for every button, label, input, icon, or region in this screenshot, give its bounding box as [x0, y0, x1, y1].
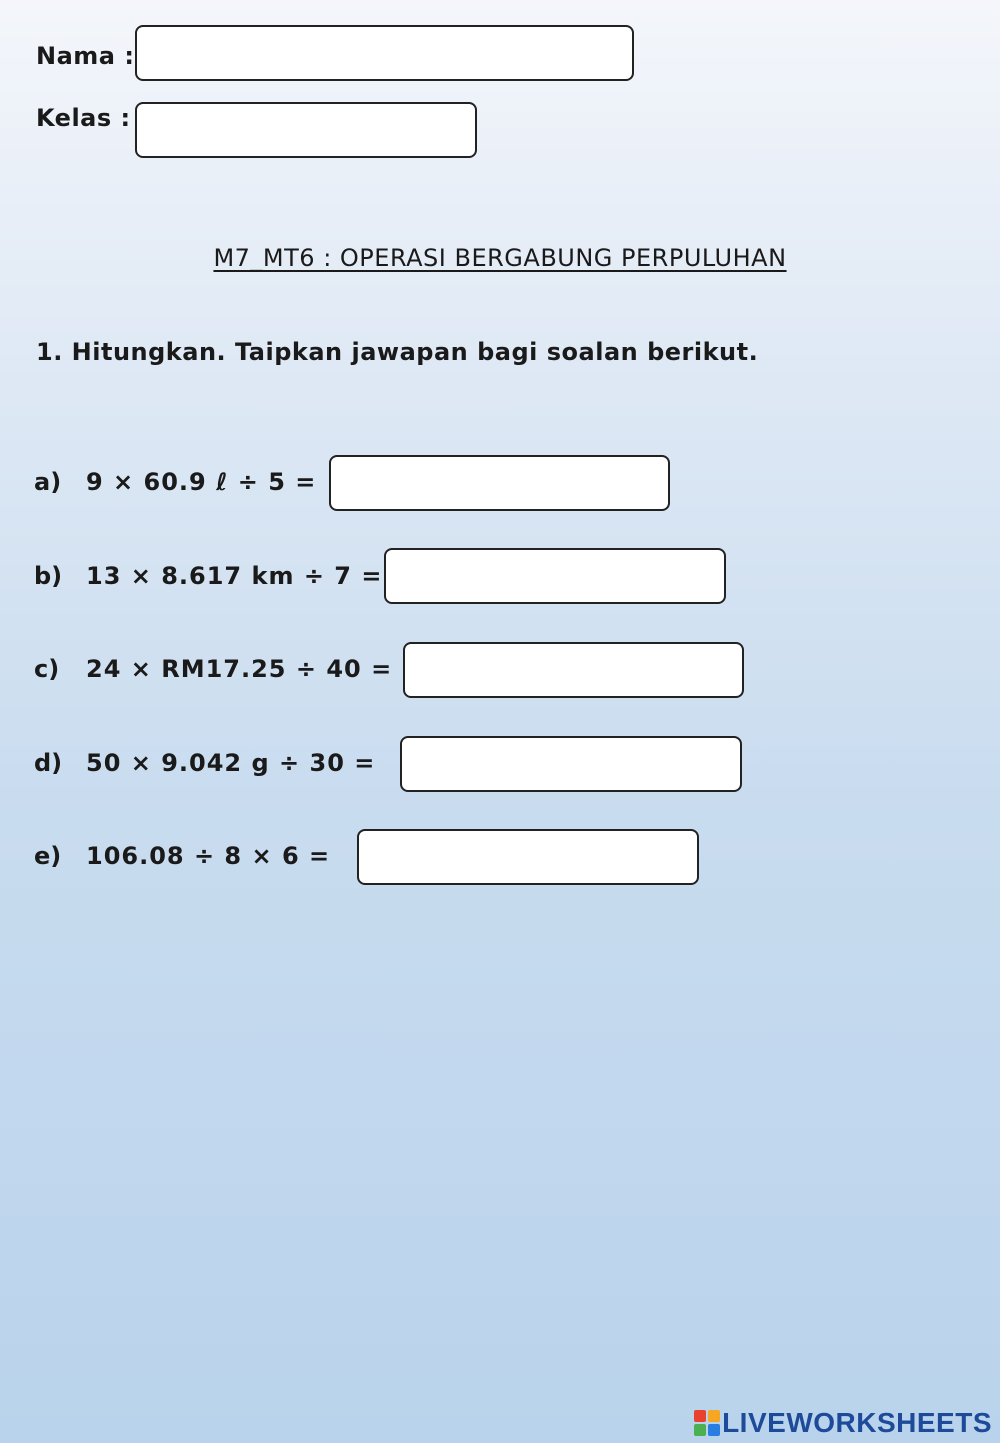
question-b-expression: 13 × 8.617 km ÷ 7 = [86, 562, 383, 590]
question-c-expression: 24 × RM17.25 ÷ 40 = [86, 655, 393, 683]
question-e-letter: e) [34, 842, 62, 870]
class-label: Kelas : [36, 104, 131, 132]
question-b-letter: b) [34, 562, 63, 590]
question-c-answer-input[interactable] [403, 642, 744, 698]
question-e-answer-input[interactable] [357, 829, 699, 885]
liveworksheets-brand [694, 1407, 992, 1439]
question-a-answer-input[interactable] [329, 455, 670, 511]
question-a-expression: 9 × 60.9 ℓ ÷ 5 = [86, 468, 317, 496]
question-b-answer-input[interactable] [384, 548, 726, 604]
question-d-answer-input[interactable] [400, 736, 742, 792]
worksheet-title [0, 244, 1000, 272]
brand-text: LIVEWORKSHEETS [722, 1407, 992, 1438]
name-input[interactable] [135, 25, 634, 81]
class-input[interactable] [135, 102, 477, 158]
worksheet-title-text: M7_MT6 : OPERASI BERGABUNG PERPULUHAN [213, 244, 787, 272]
logo-cell-e [708, 1424, 720, 1436]
logo-cell-l [694, 1410, 706, 1422]
question-d-expression: 50 × 9.042 g ÷ 30 = [86, 749, 376, 777]
name-label: Nama : [36, 42, 135, 70]
liveworksheets-logo-icon [694, 1410, 720, 1436]
logo-cell-v [694, 1424, 706, 1436]
instruction-text: 1. Hitungkan. Taipkan jawapan bagi soalan berikut. [36, 338, 759, 366]
question-e-expression: 106.08 ÷ 8 × 6 = [86, 842, 331, 870]
logo-cell-i [708, 1410, 720, 1422]
question-a-letter: a) [34, 468, 62, 496]
question-d-letter: d) [34, 749, 63, 777]
question-c-letter: c) [34, 655, 60, 683]
